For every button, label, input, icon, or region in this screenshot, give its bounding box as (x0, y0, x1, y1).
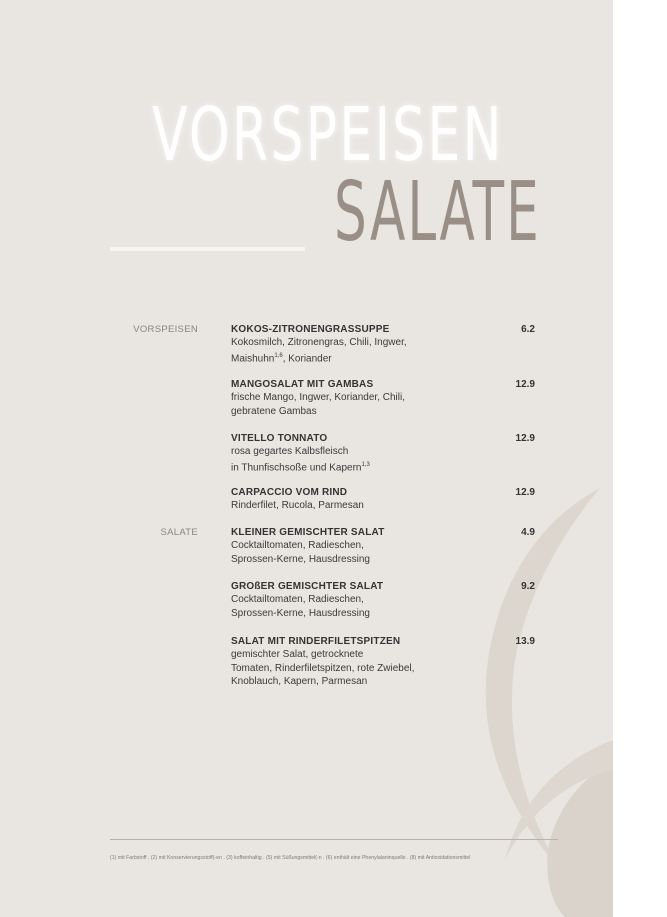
dish-price: 12.9 (515, 379, 535, 390)
dish-price: 9.2 (521, 581, 535, 592)
dish-name: KLEINER GEMISCHTER SALAT (231, 527, 385, 538)
menu-item (231, 324, 535, 365)
header-divider (110, 247, 305, 251)
dish-description: Cocktailtomaten, Radieschen, Sprossen-Kerne, Hausdressing (231, 594, 370, 619)
menu-item (231, 581, 535, 620)
dish-description: gemischter Salat, getrocknete Tomaten, Rinderfiletspitzen, rote Zwiebel, Knoblauch, Kapern, Parmesan (231, 649, 415, 687)
dish-description: Kokosmilch, Zitronengras, Chili, Ingwer, Maishuhn$^{1,6}$, Koriander (231, 337, 407, 364)
dish-price: 12.9 (515, 487, 535, 498)
dish-name: SALAT MIT RINDERFILETSPITZEN (231, 636, 401, 647)
dish-description: rosa gegartes Kalbsfleisch in Thunfischsoße und Kapern$^{1,3}$ (231, 446, 370, 473)
footer-divider (110, 839, 558, 840)
section-label-salate: SALATE (160, 527, 198, 538)
menu-item (231, 487, 535, 513)
dish-price: 12.9 (515, 433, 535, 444)
menu-item (231, 527, 535, 566)
section-label-vorspeisen: VORSPEISEN (133, 324, 198, 335)
title-vorspeisen: VORSPEISEN (152, 92, 504, 178)
dish-price: 4.9 (521, 527, 535, 538)
menu-item (231, 379, 535, 418)
dish-price: 6.2 (521, 324, 535, 335)
dish-name: KOKOS-ZITRONENGRASSUPPE (231, 324, 390, 335)
menu-item (231, 636, 535, 689)
title-salate: SALATE (334, 165, 541, 260)
dish-name: MANGOSALAT MIT GAMBAS (231, 379, 374, 390)
menu-item (231, 433, 535, 474)
dish-name: VITELLO TONNATO (231, 433, 328, 444)
dish-description: frische Mango, Ingwer, Koriander, Chili, gebratene Gambas (231, 392, 405, 417)
dish-price: 13.9 (515, 636, 535, 647)
dish-description: Rinderfilet, Rucola, Parmesan (231, 500, 364, 511)
dish-name: CARPACCIO VOM RIND (231, 487, 348, 498)
dish-description: Cocktailtomaten, Radieschen, Sprossen-Kerne, Hausdressing (231, 540, 370, 565)
dish-name: GROßER GEMISCHTER SALAT (231, 581, 384, 592)
allergen-footnote: (1) mit Farbstoff . (2) mit Konservierungsstoff(-en . (3) koffeinhaltig . (5) mit Süßungsmittel(-n . (6) enthält eine Phenylalaninquelle . (8) mit Antioxidationsmittel (110, 855, 471, 861)
